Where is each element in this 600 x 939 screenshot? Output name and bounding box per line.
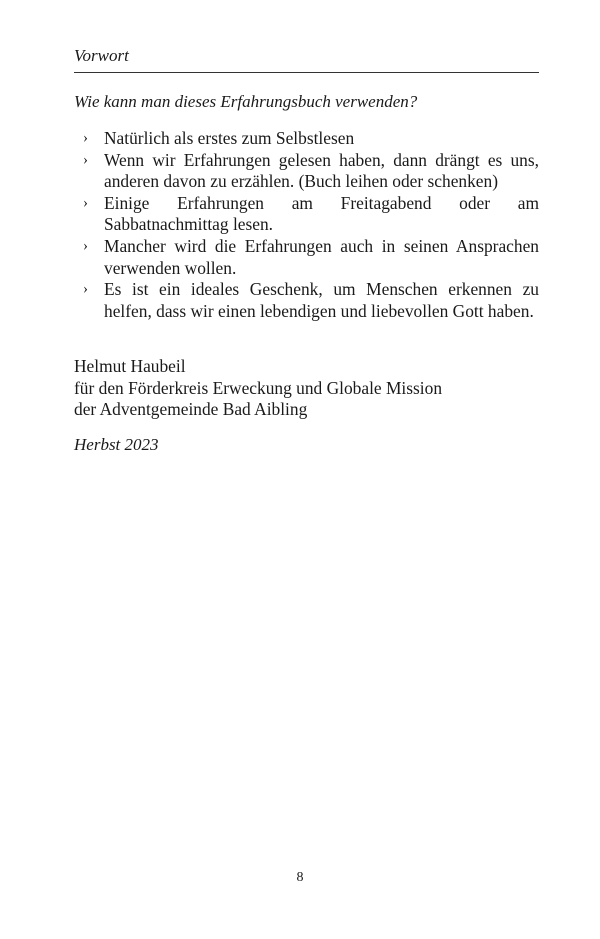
header-rule (74, 72, 539, 73)
signature-block (74, 356, 442, 421)
usage-list (74, 128, 539, 322)
bullet-marker: › (83, 130, 88, 146)
list-item-text: Mancher wird die Erfahrungen auch in seinen Ansprachen verwenden wollen. (104, 235, 539, 278)
date-line: Herbst 2023 (74, 435, 159, 454)
bullet-marker: › (83, 151, 88, 168)
bullet-marker: › (83, 194, 88, 211)
author-organization: für den Förderkreis Erweckung und Globale Mission (74, 377, 443, 398)
list-item-text: Natürlich als erstes zum Selbstlesen (104, 128, 355, 148)
list-item-text: Einige Erfahrungen am Freitagabend oder am Sabbatnachmittag lesen. (104, 192, 539, 235)
list-item (74, 193, 539, 236)
section-question: Wie kann man dieses Erfahrungsbuch verwenden? (74, 92, 418, 111)
list-item (74, 279, 539, 322)
list-item (74, 236, 539, 279)
list-item-text: Wenn wir Erfahrungen gelesen haben, dann drängt es uns, anderen davon zu erzählen. (Buch leihen oder schenken) (104, 149, 539, 192)
running-header: Vorwort (74, 46, 129, 65)
list-item (74, 128, 539, 150)
page-number: 8 (296, 870, 304, 885)
bullet-marker: › (83, 237, 88, 254)
author-congregation: der Adventgemeinde Bad Aibling (74, 399, 308, 420)
author-name: Helmut Haubeil (74, 356, 186, 376)
list-item-text: Es ist ein ideales Geschenk, um Menschen erkennen zu helfen, dass wir einen lebendigen und liebevollen Gott haben. (104, 279, 539, 321)
bullet-marker: › (83, 281, 88, 298)
list-item (74, 150, 539, 193)
